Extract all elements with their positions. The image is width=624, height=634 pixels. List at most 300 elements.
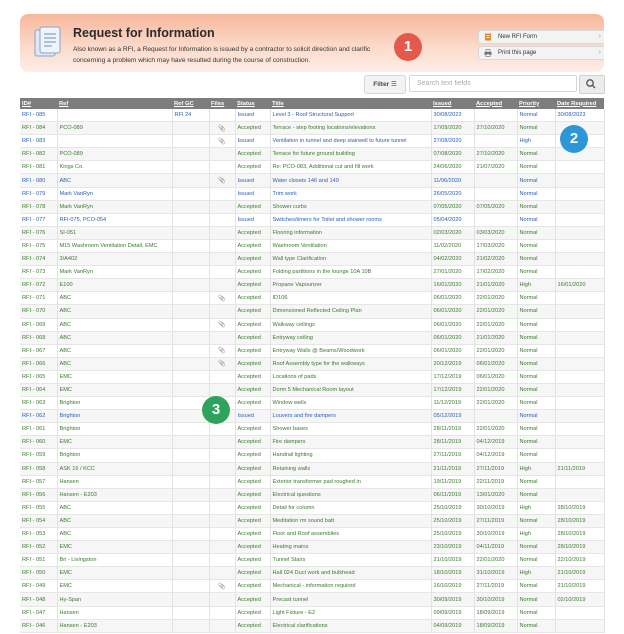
cell-accepted: 27/11/2019: [474, 462, 517, 475]
cell-id[interactable]: RFI - 054: [20, 514, 57, 527]
cell-ref-gc: [172, 593, 209, 606]
cell-title[interactable]: ID106: [270, 292, 431, 305]
cell-status: Accepted: [235, 475, 270, 488]
cell-date-required: [555, 423, 604, 436]
cell-accepted: 04/12/2019: [474, 436, 517, 449]
cell-ref: ABC: [57, 292, 172, 305]
cell-status: Accepted: [235, 436, 270, 449]
cell-id[interactable]: RFI - 073: [20, 266, 57, 279]
table-row[interactable]: [20, 253, 604, 266]
table-row[interactable]: [20, 200, 604, 213]
cell-accepted: 21/01/2020: [474, 279, 517, 292]
cell-priority: Normal: [517, 187, 555, 200]
cell-title[interactable]: Ventilation in tunnel and deep stairwell to future tunnel: [270, 135, 431, 148]
cell-id[interactable]: RFI - 049: [20, 580, 57, 593]
cell-id[interactable]: RFI - 074: [20, 253, 57, 266]
paperclip-icon[interactable]: 📎: [218, 178, 226, 185]
cell-date-required: [555, 606, 604, 619]
cell-issued: 27/01/2020: [431, 266, 474, 279]
cell-date-required: [555, 226, 604, 239]
cell-accepted: [474, 109, 517, 122]
cell-id[interactable]: RFI - 081: [20, 161, 57, 174]
cell-title[interactable]: Shower curbs: [270, 200, 431, 213]
cell-date-required: 21/10/2019: [555, 580, 604, 593]
cell-priority: High: [517, 462, 555, 475]
cell-date-required: [555, 397, 604, 410]
cell-ref-gc: [172, 122, 209, 135]
cell-ref-gc: [172, 279, 209, 292]
filter-button[interactable]: [364, 75, 406, 94]
cell-ref: Kings Co.: [57, 161, 172, 174]
cell-id[interactable]: RFI - 068: [20, 331, 57, 344]
table-row[interactable]: [20, 370, 604, 383]
document-icon: [33, 25, 63, 59]
cell-accepted: 04/11/2019: [474, 541, 517, 554]
cell-ref-gc: [172, 488, 209, 501]
table-row[interactable]: [20, 528, 604, 541]
cell-priority: Normal: [517, 318, 555, 331]
cell-ref: ABC: [57, 501, 172, 514]
cell-title[interactable]: Mechanical - information required: [270, 580, 431, 593]
cell-date-required: 21/10/2019: [555, 567, 604, 580]
cell-issued: 18/10/2019: [431, 567, 474, 580]
cell-files[interactable]: [209, 174, 235, 187]
table-row[interactable]: [20, 135, 604, 148]
cell-title[interactable]: Walkway ceilings: [270, 318, 431, 331]
cell-issued: 05/12/2019: [431, 410, 474, 423]
cell-title[interactable]: Light Fixture - E2: [270, 606, 431, 619]
cell-id[interactable]: RFI - 056: [20, 488, 57, 501]
cell-title[interactable]: Tunnel Stairs: [270, 554, 431, 567]
cell-files: [209, 279, 235, 292]
cell-issued: 02/03/2020: [431, 226, 474, 239]
cell-date-required: 28/10/2019: [555, 528, 604, 541]
cell-title[interactable]: Floor and Roof assemblies: [270, 528, 431, 541]
cell-status: Accepted: [235, 370, 270, 383]
cell-priority: Normal: [517, 292, 555, 305]
cell-title[interactable]: Switches/timers for Toilet and shower rooms: [270, 213, 431, 226]
cell-priority: Normal: [517, 554, 555, 567]
cell-files: [209, 449, 235, 462]
cell-issued: 27/08/2020: [431, 135, 474, 148]
column-header-issued[interactable]: Issued: [431, 98, 474, 109]
cell-files: [209, 423, 235, 436]
cell-files: [209, 501, 235, 514]
cell-title[interactable]: Shower bases: [270, 423, 431, 436]
cell-title[interactable]: Re: PCO-083, Additional cut and fill work: [270, 161, 431, 174]
cell-id[interactable]: RFI - 060: [20, 436, 57, 449]
cell-status: Accepted: [235, 593, 270, 606]
cell-files: [209, 161, 235, 174]
table-row[interactable]: [20, 161, 604, 174]
callout-badge-3: 3: [202, 396, 230, 424]
cell-date-required: [555, 187, 604, 200]
cell-files[interactable]: [209, 292, 235, 305]
cell-title[interactable]: Handrail lighting: [270, 449, 431, 462]
cell-id[interactable]: RFI - 051: [20, 554, 57, 567]
cell-accepted: 21/07/2020: [474, 161, 517, 174]
cell-title[interactable]: Entryway ceiling: [270, 331, 431, 344]
cell-files[interactable]: [209, 122, 235, 135]
cell-title[interactable]: Heating mains: [270, 541, 431, 554]
cell-priority: Normal: [517, 475, 555, 488]
cell-id[interactable]: RFI - 075: [20, 239, 57, 252]
cell-id[interactable]: RFI - 085: [20, 109, 57, 122]
cell-issued: 28/11/2019: [431, 423, 474, 436]
cell-priority: Normal: [517, 174, 555, 187]
cell-status: Accepted: [235, 305, 270, 318]
table-row[interactable]: [20, 580, 604, 593]
cell-date-required: [555, 488, 604, 501]
table-row[interactable]: [20, 174, 604, 187]
cell-id[interactable]: RFI - 047: [20, 606, 57, 619]
cell-priority: Normal: [517, 436, 555, 449]
cell-status: Accepted: [235, 514, 270, 527]
table-row[interactable]: [20, 279, 604, 292]
cell-status: Accepted: [235, 266, 270, 279]
cell-status: Accepted: [235, 318, 270, 331]
cell-status: Accepted: [235, 567, 270, 580]
column-header-accepted[interactable]: Accepted: [474, 98, 517, 109]
paperclip-icon[interactable]: 📎: [218, 348, 226, 355]
cell-id[interactable]: RFI - 082: [20, 148, 57, 161]
cell-title[interactable]: Level 3 - Roof Structural Support: [270, 109, 431, 122]
cell-status: Accepted: [235, 226, 270, 239]
new-rfi-form-button[interactable]: [478, 30, 604, 44]
table-row[interactable]: [20, 148, 604, 161]
cell-id[interactable]: RFI - 058: [20, 462, 57, 475]
cell-priority: Normal: [517, 383, 555, 396]
cell-title[interactable]: Exterior transformer pad roughed in: [270, 475, 431, 488]
cell-ref-gc: [172, 239, 209, 252]
search-button[interactable]: [579, 75, 605, 94]
cell-id[interactable]: RFI - 067: [20, 344, 57, 357]
cell-title[interactable]: Louvers and fire dampers: [270, 410, 431, 423]
cell-issued: 07/08/2020: [431, 148, 474, 161]
cell-issued: 09/09/2019: [431, 606, 474, 619]
cell-id[interactable]: RFI - 064: [20, 383, 57, 396]
cell-id[interactable]: RFI - 046: [20, 619, 57, 632]
cell-ref-gc: [172, 554, 209, 567]
cell-files: [209, 554, 235, 567]
cell-ref: ABC: [57, 174, 172, 187]
cell-status: Accepted: [235, 449, 270, 462]
chevron-right-icon: ›: [598, 49, 601, 56]
filter-icon: ☰: [390, 81, 397, 88]
column-header-id[interactable]: ID#: [20, 98, 57, 109]
cell-files: [209, 200, 235, 213]
cell-files: [209, 187, 235, 200]
filter-label: Filter: [373, 81, 390, 88]
cell-id[interactable]: RFI - 071: [20, 292, 57, 305]
cell-title[interactable]: Roof Assembly type for the walkways: [270, 357, 431, 370]
cell-id[interactable]: RFI - 079: [20, 187, 57, 200]
cell-id[interactable]: RFI - 078: [20, 200, 57, 213]
cell-files: [209, 488, 235, 501]
cell-ref: Hansen - E203: [57, 619, 172, 632]
table-row[interactable]: [20, 266, 604, 279]
table-row[interactable]: [20, 606, 604, 619]
cell-accepted: 31/10/2019: [474, 567, 517, 580]
cell-date-required: [555, 436, 604, 449]
column-header-files[interactable]: Files: [209, 98, 235, 109]
cell-id[interactable]: RFI - 077: [20, 213, 57, 226]
cell-id[interactable]: RFI - 055: [20, 501, 57, 514]
paperclip-icon[interactable]: 📎: [218, 295, 226, 302]
table-row[interactable]: [20, 462, 604, 475]
table-row[interactable]: [20, 397, 604, 410]
cell-files[interactable]: [209, 357, 235, 370]
cell-id[interactable]: RFI - 065: [20, 370, 57, 383]
cell-ref-gc: [172, 619, 209, 632]
table-row[interactable]: [20, 239, 604, 252]
cell-title[interactable]: Electrical clarifications: [270, 619, 431, 632]
cell-title[interactable]: Retaining walls: [270, 462, 431, 475]
table-row[interactable]: [20, 514, 604, 527]
cell-ref-gc: [172, 174, 209, 187]
cell-files[interactable]: [209, 580, 235, 593]
cell-id[interactable]: RFI - 083: [20, 135, 57, 148]
paperclip-icon[interactable]: 📎: [218, 322, 226, 329]
table-row[interactable]: [20, 554, 604, 567]
column-header-ref[interactable]: Ref: [57, 98, 172, 109]
cell-title[interactable]: Locations of pads: [270, 370, 431, 383]
cell-id[interactable]: RFI - 072: [20, 279, 57, 292]
cell-id[interactable]: RFI - 057: [20, 475, 57, 488]
cell-id[interactable]: RFI - 050: [20, 567, 57, 580]
table-row[interactable]: [20, 383, 604, 396]
paperclip-icon[interactable]: 📎: [218, 125, 226, 132]
cell-title[interactable]: Folding partitions in the lounge 10A 10B: [270, 266, 431, 279]
cell-accepted: 06/01/2020: [474, 370, 517, 383]
cell-title[interactable]: Wall type Clarification: [270, 253, 431, 266]
cell-ref: Brighton: [57, 397, 172, 410]
cell-priority: Normal: [517, 370, 555, 383]
cell-accepted: 18/09/2019: [474, 606, 517, 619]
table-row[interactable]: [20, 410, 604, 423]
cell-id[interactable]: RFI - 070: [20, 305, 57, 318]
cell-title[interactable]: Window wells: [270, 397, 431, 410]
cell-ref-gc: [172, 606, 209, 619]
cell-title[interactable]: Precast tunnel: [270, 593, 431, 606]
column-header-priority[interactable]: Priority: [517, 98, 555, 109]
table-row[interactable]: [20, 567, 604, 580]
cell-accepted: 22/01/2020: [474, 344, 517, 357]
cell-accepted: 22/01/2020: [474, 397, 517, 410]
table-row[interactable]: [20, 475, 604, 488]
cell-issued: 16/01/2020: [431, 279, 474, 292]
cell-priority: Normal: [517, 148, 555, 161]
cell-id[interactable]: RFI - 062: [20, 410, 57, 423]
cell-title[interactable]: Terrace for future ground building: [270, 148, 431, 161]
cell-status: Accepted: [235, 383, 270, 396]
cell-issued: 21/10/2019: [431, 554, 474, 567]
search-input[interactable]: [409, 75, 577, 92]
cell-title[interactable]: Electrical questions: [270, 488, 431, 501]
table-row[interactable]: [20, 226, 604, 239]
cell-files[interactable]: [209, 344, 235, 357]
cell-date-required: [555, 383, 604, 396]
table-row[interactable]: [20, 344, 604, 357]
cell-status: Accepted: [235, 619, 270, 632]
cell-status: Accepted: [235, 200, 270, 213]
cell-issued: 19/11/2019: [431, 475, 474, 488]
table-row[interactable]: [20, 318, 604, 331]
table-row[interactable]: [20, 593, 604, 606]
cell-date-required: [555, 305, 604, 318]
table-row[interactable]: [20, 213, 604, 226]
cell-ref-gc: [172, 213, 209, 226]
table-row[interactable]: [20, 449, 604, 462]
cell-id[interactable]: RFI - 059: [20, 449, 57, 462]
cell-date-required: [555, 200, 604, 213]
table-row[interactable]: [20, 187, 604, 200]
cell-date-required: 16/01/2020: [555, 279, 604, 292]
table-row[interactable]: [20, 109, 604, 122]
rfi-table: [20, 98, 605, 633]
table-row[interactable]: [20, 541, 604, 554]
cell-date-required: [555, 449, 604, 462]
cell-id[interactable]: RFI - 061: [20, 423, 57, 436]
cell-title[interactable]: Propane Vapourizer: [270, 279, 431, 292]
table-row[interactable]: [20, 619, 604, 632]
cell-id[interactable]: RFI - 052: [20, 541, 57, 554]
cell-ref: 3/A402: [57, 253, 172, 266]
cell-files: [209, 383, 235, 396]
cell-ref-gc: [172, 436, 209, 449]
page-title: Request for Information: [73, 26, 215, 40]
paperclip-icon[interactable]: 📎: [218, 361, 226, 368]
cell-status: Issued: [235, 187, 270, 200]
table-row[interactable]: [20, 292, 604, 305]
cell-ref: EMC: [57, 541, 172, 554]
cell-ref: M15 Washroom Ventilation Detail, EMC: [57, 239, 172, 252]
cell-priority: Normal: [517, 449, 555, 462]
cell-accepted: [474, 410, 517, 423]
paperclip-icon[interactable]: 📎: [218, 583, 226, 590]
cell-ref: Mark VanRyn: [57, 187, 172, 200]
cell-priority: Normal: [517, 397, 555, 410]
table-row[interactable]: [20, 488, 604, 501]
cell-title[interactable]: Hall 024 Duct work and bulkhead: [270, 567, 431, 580]
print-page-button[interactable]: [478, 46, 604, 60]
cell-status: Accepted: [235, 541, 270, 554]
cell-issued: 25/10/2019: [431, 501, 474, 514]
cell-ref: Hy-Span: [57, 593, 172, 606]
table-row[interactable]: [20, 436, 604, 449]
cell-accepted: 30/10/2019: [474, 501, 517, 514]
cell-status: Accepted: [235, 606, 270, 619]
cell-files[interactable]: [209, 318, 235, 331]
cell-status: Issued: [235, 135, 270, 148]
cell-files: [209, 331, 235, 344]
cell-title[interactable]: Detail for column: [270, 501, 431, 514]
cell-id[interactable]: RFI - 053: [20, 528, 57, 541]
cell-files: [209, 567, 235, 580]
cell-date-required: 28/10/2019: [555, 514, 604, 527]
cell-files: [209, 619, 235, 632]
cell-title[interactable]: Flooring information: [270, 226, 431, 239]
cell-status: Accepted: [235, 462, 270, 475]
cell-issued: 06/01/2020: [431, 292, 474, 305]
cell-id[interactable]: RFI - 080: [20, 174, 57, 187]
callout-badge-1: 1: [394, 33, 422, 61]
cell-ref-gc: [172, 187, 209, 200]
cell-ref: EMC: [57, 383, 172, 396]
cell-title[interactable]: Terrace - step footing locations/elevations: [270, 122, 431, 135]
cell-priority: Normal: [517, 122, 555, 135]
cell-issued: 17/09/2020: [431, 122, 474, 135]
cell-ref: RFI-075, PCO-054: [57, 213, 172, 226]
cell-id[interactable]: RFI - 076: [20, 226, 57, 239]
table-row[interactable]: [20, 357, 604, 370]
cell-title[interactable]: Fire dampers: [270, 436, 431, 449]
cell-files[interactable]: [209, 135, 235, 148]
cell-id[interactable]: RFI - 066: [20, 357, 57, 370]
cell-date-required: [555, 370, 604, 383]
cell-id[interactable]: RFI - 069: [20, 318, 57, 331]
cell-title[interactable]: Washroom Ventilation: [270, 239, 431, 252]
cell-issued: 11/06/2020: [431, 174, 474, 187]
cell-title[interactable]: Dorm 5 Mechanical Room layout: [270, 383, 431, 396]
cell-title[interactable]: Water closets 146 and 149: [270, 174, 431, 187]
print-page-label: Print this page: [498, 50, 537, 56]
column-header-title[interactable]: Title: [270, 98, 431, 109]
cell-id[interactable]: RFI - 048: [20, 593, 57, 606]
cell-files: [209, 226, 235, 239]
cell-issued: 30/09/2019: [431, 593, 474, 606]
cell-ref-gc: [172, 580, 209, 593]
cell-status: Accepted: [235, 357, 270, 370]
column-header-status[interactable]: Status: [235, 98, 270, 109]
cell-date-required: [555, 239, 604, 252]
cell-ref-gc: [172, 253, 209, 266]
cell-date-required: 22/10/2019: [555, 554, 604, 567]
cell-ref: Mark VanRyn: [57, 266, 172, 279]
cell-issued: 06/11/2019: [431, 488, 474, 501]
table-row[interactable]: [20, 501, 604, 514]
cell-priority: Normal: [517, 266, 555, 279]
cell-issued: 04/02/2020: [431, 253, 474, 266]
cell-title[interactable]: Dimensioned Reflected Ceiling Plan: [270, 305, 431, 318]
cell-status: Accepted: [235, 488, 270, 501]
cell-files: [209, 514, 235, 527]
cell-id[interactable]: RFI - 063: [20, 397, 57, 410]
cell-accepted: 27/11/2019: [474, 580, 517, 593]
cell-title[interactable]: Trim work: [270, 187, 431, 200]
cell-status: Accepted: [235, 253, 270, 266]
cell-files: [209, 370, 235, 383]
table-row[interactable]: [20, 423, 604, 436]
cell-date-required: [555, 266, 604, 279]
column-header-ref-gc[interactable]: Ref GC: [172, 98, 209, 109]
cell-status: Accepted: [235, 397, 270, 410]
cell-ref: EMC: [57, 370, 172, 383]
cell-files: [209, 109, 235, 122]
cell-files: [209, 213, 235, 226]
cell-ref: ABC: [57, 331, 172, 344]
cell-title[interactable]: Meditation rm sound batt: [270, 514, 431, 527]
table-row[interactable]: [20, 305, 604, 318]
paperclip-icon[interactable]: 📎: [218, 138, 226, 145]
cell-title[interactable]: Entryway Walls @ Beams/Woodwork: [270, 344, 431, 357]
column-header-date-required[interactable]: Date Required: [555, 98, 604, 109]
cell-id[interactable]: RFI - 084: [20, 122, 57, 135]
cell-status: Accepted: [235, 344, 270, 357]
cell-priority: Normal: [517, 541, 555, 554]
table-row[interactable]: [20, 122, 604, 135]
table-row[interactable]: [20, 331, 604, 344]
